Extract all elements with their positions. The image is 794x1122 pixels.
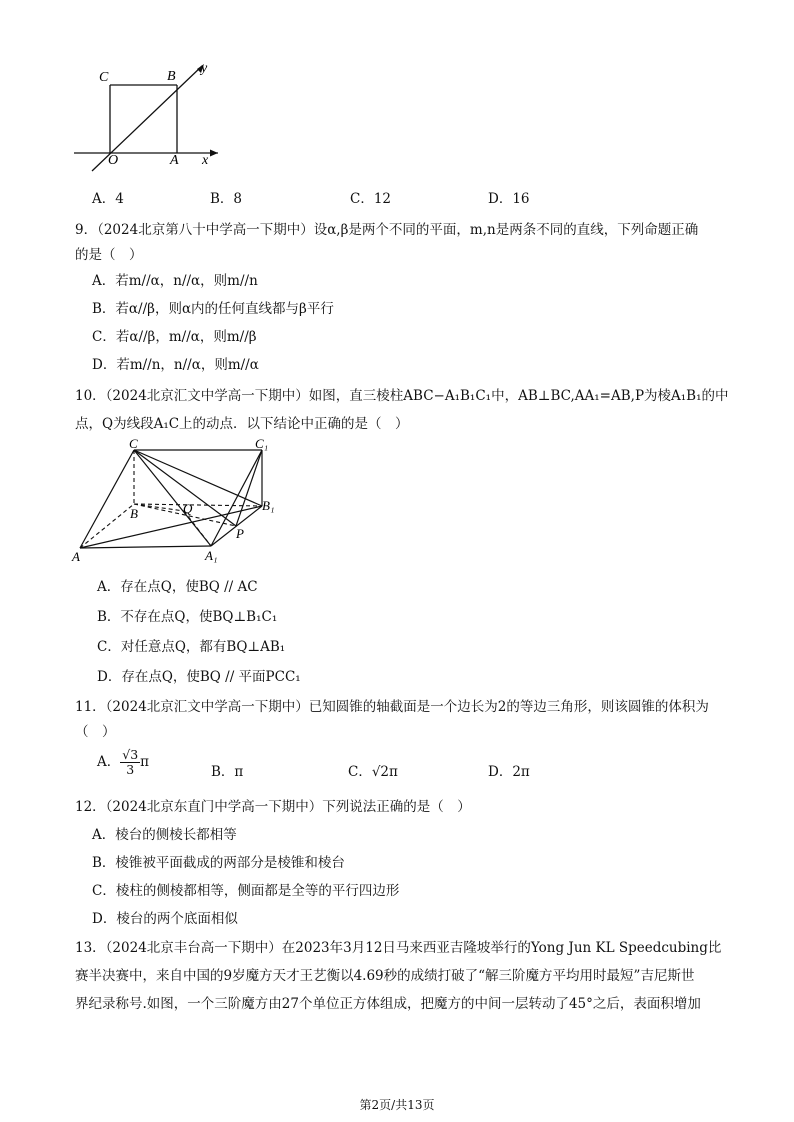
q8-option-b: B．8: [210, 191, 243, 207]
q10-label-a1: A₁: [205, 548, 218, 563]
q9-option-d: D．若m//n，n//α，则m//α: [92, 357, 259, 373]
q12-option-b: B．棱锥被平面截成的两部分是棱锥和棱台: [92, 855, 345, 871]
q10-option-d: D．存在点Q，使BQ // 平面PCC₁: [97, 669, 301, 685]
q11-stem-line2: （ ）: [75, 724, 116, 740]
q11-option-b: B．π: [211, 764, 244, 780]
q12-option-d: D．棱台的两个底面相似: [92, 911, 238, 927]
q11-option-a: [97, 748, 149, 777]
q10-option-a: A．存在点Q，使BQ // AC: [97, 579, 258, 595]
q9-option-a: A．若m//α，n//α，则m//n: [92, 273, 258, 289]
q8-label-c: C: [99, 70, 109, 85]
q10-stem-line1: 10．（2024北京汇文中学高一下期中）如图，直三棱柱ABC−A₁B₁C₁中，AB⊥BC,AA₁=AB,P为棱A₁B₁的中: [75, 388, 729, 404]
q8-option-d: D．16: [488, 191, 530, 207]
q9-option-b: B．若α//β，则α内的任何直线都与β平行: [92, 301, 334, 317]
q8-label-o: O: [108, 153, 119, 168]
q8-label-y: y: [201, 61, 208, 76]
q12-option-c: C．棱柱的侧棱都相等，侧面都是全等的平行四边形: [92, 883, 400, 899]
q8-option-a: A．4: [92, 191, 124, 207]
q11-option-a-denominator: 3: [126, 761, 135, 777]
q11-option-d: D．2π: [488, 764, 530, 780]
q9-stem-line1: 9．（2024北京第八十中学高一下期中）设α,β是两个不同的平面，m,n是两条不同的直线，下列命题正确: [75, 222, 699, 238]
q8-label-a: A: [170, 153, 179, 168]
q13-line1: 13．（2024北京丰台高一下期中）在2023年3月12日马来西亚吉隆坡举行的Yong Jun KL Speedcubing比: [75, 940, 722, 956]
q9-option-c: C．若α//β，m//α，则m//β: [92, 329, 257, 345]
q12-stem: 12．（2024北京东直门中学高一下期中）下列说法正确的是（ ）: [75, 799, 471, 815]
q8-label-b: B: [167, 69, 176, 84]
q10-label-b1: B₁: [262, 498, 275, 513]
q9-stem-line2: 的是（ ）: [75, 247, 143, 263]
q11-option-a-prefix: A．: [97, 753, 121, 770]
q10-label-p: P: [236, 526, 244, 541]
q10-prism-figure: [66, 438, 288, 564]
q10-option-c: C．对任意点Q，都有BQ⊥AB₁: [97, 639, 286, 655]
q8-label-x: x: [202, 153, 209, 168]
q8-option-c: C．12: [350, 191, 392, 207]
q10-label-q: Q: [183, 501, 193, 516]
q10-stem-line2: 点，Q为线段A₁C上的动点．以下结论中正确的是（ ）: [75, 416, 409, 432]
q11-option-a-fraction: [120, 748, 140, 777]
q10-label-c: C: [129, 438, 138, 451]
q11-option-a-suffix: π: [140, 753, 150, 770]
q11-option-c: C．√2π: [348, 764, 398, 780]
q8-figure: [70, 58, 230, 173]
page-footer: 第2页/共13页: [359, 1098, 435, 1112]
q10-label-a: A: [72, 549, 80, 564]
q11-stem-line1: 11．（2024北京汇文中学高一下期中）已知圆锥的轴截面是一个边长为2的等边三角形，则该圆锥的体积为: [75, 699, 709, 715]
q12-option-a: A．棱台的侧棱长都相等: [92, 827, 237, 843]
q10-option-b: B．不存在点Q，使BQ⊥B₁C₁: [97, 609, 278, 625]
q11-option-a-numerator: √3: [122, 747, 139, 762]
q13-line3: 界纪录称号.如图，一个三阶魔方由27个单位正方体组成，把魔方的中间一层转动了45°之后，表面积增加: [75, 996, 701, 1012]
q10-label-b: B: [130, 506, 138, 521]
q10-label-c1: C₁: [255, 438, 269, 451]
q13-line2: 赛半决赛中，来自中国的9岁魔方天才王艺衡以4.69秒的成绩打破了“解三阶魔方平均用时最短”吉尼斯世: [75, 968, 695, 984]
